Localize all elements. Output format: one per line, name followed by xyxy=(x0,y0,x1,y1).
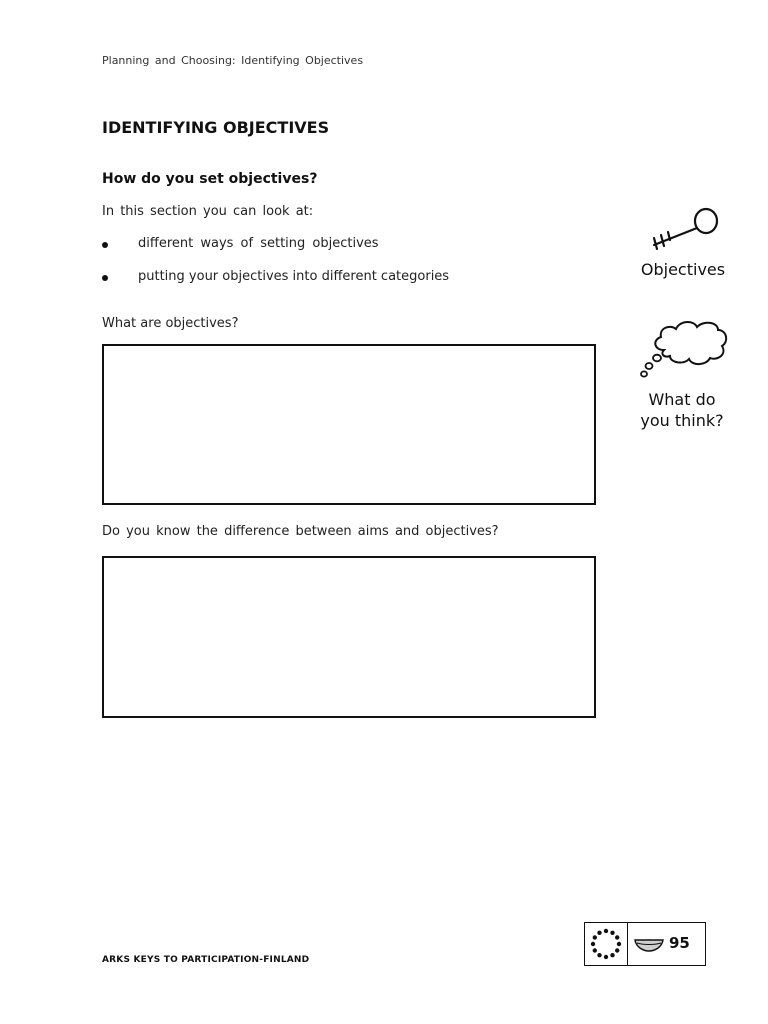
page-number-box xyxy=(584,922,706,966)
key-label: Objectives xyxy=(640,260,726,279)
question-prompt: What are objectives? xyxy=(102,316,239,331)
page-box-divider xyxy=(627,923,628,965)
page-number: 95 xyxy=(669,934,690,952)
bullet-dot xyxy=(102,275,108,281)
think-label xyxy=(626,389,738,431)
section-subtitle: How do you set objectives? xyxy=(102,171,318,187)
think-label-line: you think? xyxy=(640,411,724,430)
answer-box[interactable] xyxy=(102,344,596,505)
bullet-text: putting your objectives into different categories xyxy=(138,269,450,284)
answer-box[interactable] xyxy=(102,556,596,718)
bullet-text: different ways of setting objectives xyxy=(138,236,379,251)
bowl-icon xyxy=(633,935,665,953)
intro-text: In this section you can look at: xyxy=(102,204,314,219)
thought-cloud-icon xyxy=(634,316,734,386)
section-title: IDENTIFYING OBJECTIVES xyxy=(102,118,330,137)
publication-footer: ARKS KEYS TO PARTICIPATION-FINLAND xyxy=(102,955,310,965)
think-label-line: What do xyxy=(648,390,716,409)
key-icon xyxy=(640,200,730,260)
question-prompt: Do you know the difference between aims and objectives? xyxy=(102,524,499,539)
running-header: Planning and Choosing: Identifying Objectives xyxy=(102,54,364,67)
eu-stars-icon xyxy=(589,928,623,960)
bullet-dot xyxy=(102,242,108,248)
